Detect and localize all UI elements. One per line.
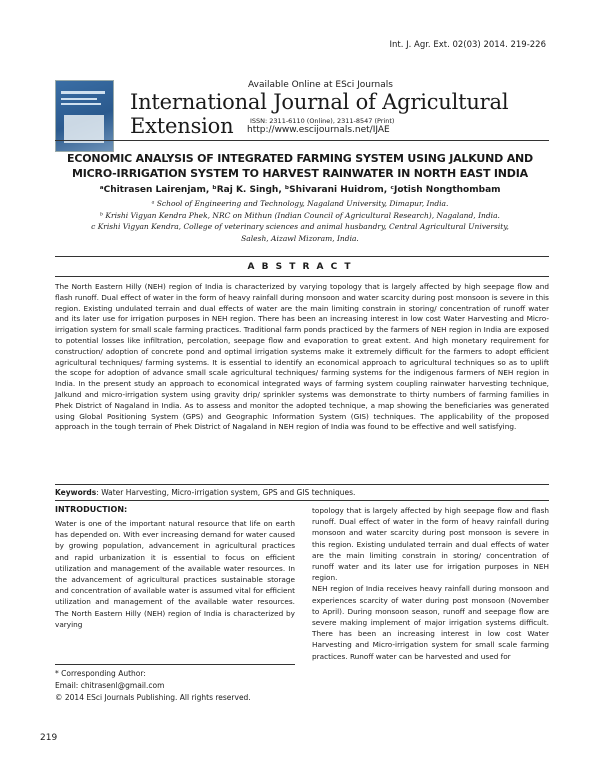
affiliation-b: ᵇ Krishi Vigyan Kendra Phek, NRC on Mithun (Indian Council of Agricultural Research), Nagaland, India.	[100, 210, 500, 220]
footnote-divider	[55, 664, 295, 665]
paper-title	[40, 151, 560, 181]
issn-text: ISSN: 2311-6110 (Online), 2311-8547 (Print)	[250, 117, 395, 125]
abstract-heading: A B S T R A C T	[247, 262, 353, 272]
affiliation-a: ᵃ School of Engineering and Technology, Nagaland University, Dimapur, India.	[151, 199, 449, 208]
right-column	[312, 505, 549, 662]
journal-url-link[interactable]: http://www.escijournals.net/IJAE	[247, 125, 390, 135]
journal-title: International Journal of Agricultural Extension	[130, 90, 509, 138]
paper-title-line-2: MICRO-IRRIGATION SYSTEM TO HARVEST RAINWATER IN NORTH EAST INDIA	[72, 167, 528, 180]
abstract-heading-divider	[55, 276, 549, 277]
left-column-text: Water is one of the important natural resource that life on earth has depended on. With ever increasing demand for water caused by growing population, advancement in agricultural practices and rapid urbanization it is essential to focus on efficient utilization and management of the available water resources. In the advancement of agricultural practices sustainable storage and concentration of available water is assumed vital for efficient utilization and management of the available water resources. The North Eastern Hilly (NEH) region of India is characterized by varying	[55, 519, 295, 629]
corresponding-author: * Corresponding Author:	[55, 669, 146, 678]
copyright-notice: © 2014 ESci Journals Publishing. All rights reserved.	[55, 693, 251, 702]
keywords-line	[55, 488, 355, 497]
author-email[interactable]: Email: chitrasenl@gmail.com	[55, 681, 165, 690]
abstract-top-divider	[55, 256, 549, 257]
affiliation-c-line-2: Salesh, Aizawl Mizoram, India.	[241, 233, 359, 243]
page-number: 219	[40, 733, 58, 743]
available-online-text: Available Online at ESci Journals	[248, 80, 393, 90]
keywords-top-divider	[55, 484, 549, 485]
header-divider	[55, 140, 549, 141]
journal-cover-image	[55, 80, 114, 152]
affiliation-c-line-1: c Krishi Vigyan Kendra, College of veterinary sciences and animal husbandry, Central Agricultural University,	[91, 222, 509, 231]
right-column-paragraph-1: topology that is largely affected by high seepage flow and flash runoff. Dual effect of water in the form of heavy rainfall during monsoon and water scarcity during post monsoon is severe in this region. Existing undulated terrain and dual effects of water are the main limiting constrain in storing/ concentration of runoff water and its later use for irrigation purposes in NEH region.	[312, 506, 549, 583]
introduction-heading: INTRODUCTION:	[55, 505, 128, 514]
paper-title-line-1: ECONOMIC ANALYSIS OF INTEGRATED FARMING SYSTEM USING JALKUND AND	[67, 152, 533, 165]
author-list: ᵃChitrasen Lairenjam, ᵇRaj K. Singh, ᵇShivarani Huidrom, ᶜJotish Nongthombam	[99, 185, 501, 195]
keywords-label: Keywords	[55, 488, 97, 497]
footnote	[55, 668, 295, 704]
abstract-text: The North Eastern Hilly (NEH) region of India is characterized by varying topology that is largely affected by high seepage flow and flash runoff. Dual effect of water in the form of heavy rainfall during monsoon and water scarcity during post monsoon is severe in this region. Existing undulated terrain and dual effects of water are the main limiting constrain in storing/ concentration of runoff water and its later use for irrigation purposes in NEH region. There has been an increasing interest in low cost Water Harvesting and Micro-irrigation system for small scale farming practices. Traditional farm ponds practiced by the farmers of NEH region in India are exposed to potential losses like infiltration, percolation, seepage flow and evaporation to great extent. And high monetary requirement for construction/ adoption of concrete pond and optimal irrigation systems make it extremely difficult for the farmers to adopt efficient agricultural techniques/ farming systems. It is essential to identify an economical approach to agricultural techniques so as to uplift the scope for adoption of advance small scale agricultural techniques/ farming systems for the indigenous farmers of NEH region in India. In the present study an approach to economical integrated ways of farming system coupling rainwater harvesting technique, Jalkund and micro-irrigation system using gravity drip/ sprinkler systems was demonstrate to thirty numbers of farming families in Phek District of Nagaland in India. As to assess and monitor the adopted technique, a map showing the beneficiaries was generated using Global Positioning System (GPS) and Geographic Information System (GIS) techniques. The applicability of the proposed approach in the tough terrain of Phek District of Nagaland in NEH region of India was found to be effective and well satisfying.	[55, 282, 549, 432]
keywords-list: : Water Harvesting, Micro-irrigation system, GPS and GIS techniques.	[96, 488, 356, 497]
keywords-bottom-divider	[55, 500, 549, 501]
right-column-paragraph-2: NEH region of India receives heavy rainfall during monsoon and experiences scarcity of water during post monsoon (November to April). During monsoon season, runoff and seepage flow are severe making implement of major irrigation systems difficult. There has been an increasing interest in low cost Water Harvesting and Micro-irrigation system for small scale farming practices. Runoff water can be harvested and used for	[312, 584, 549, 661]
journal-citation: Int. J. Agr. Ext. 02(03) 2014. 219-226	[389, 40, 546, 50]
affiliations	[40, 198, 560, 244]
